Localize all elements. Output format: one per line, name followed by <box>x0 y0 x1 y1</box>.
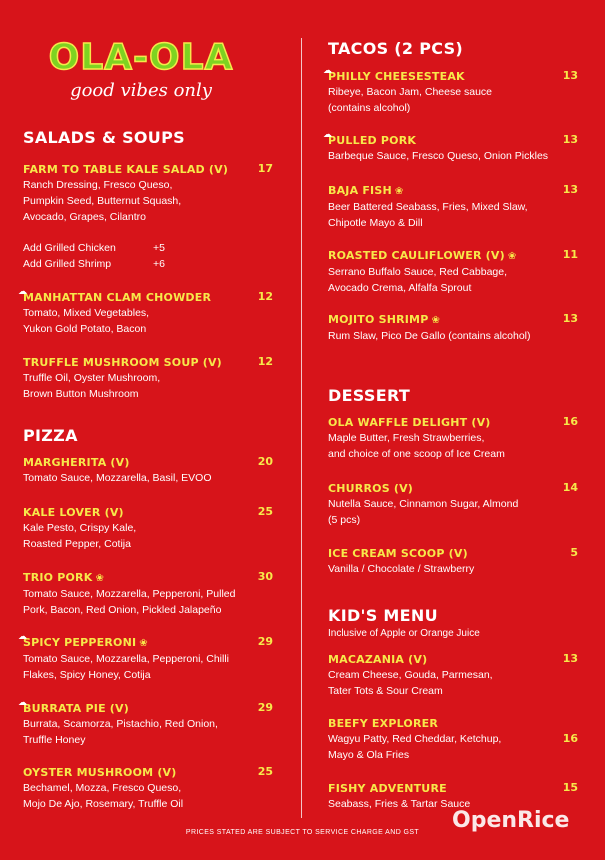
item-description: Tomato, Mixed Vegetables, Yukon Gold Potato, Bacon <box>23 307 150 335</box>
item-price: 13 <box>562 69 578 82</box>
chili-pepper-icon: ❀ <box>507 251 517 262</box>
item-price: 25 <box>257 765 273 778</box>
item-price: 29 <box>257 701 273 714</box>
section-heading-dessert: DESSERT <box>328 386 411 405</box>
item-description: Cream Cheese, Gouda, Parmesan, Tater Tots & Sour Cream <box>328 669 493 697</box>
item-name: MOJITO SHRIMP <box>328 313 429 326</box>
item-description: Tomato Sauce, Mozzarella, Pepperoni, Pulled Pork, Bacon, Red Onion, Pickled Jalapeño <box>23 588 236 616</box>
menu-item <box>323 129 578 164</box>
item-name: PHILLY CHEESESTEAK <box>328 70 465 83</box>
chef-hat-icon: ☁ <box>18 631 27 641</box>
item-name: MANHATTAN CLAM CHOWDER <box>23 291 212 304</box>
item-description: Wagyu Patty, Red Cheddar, Ketchup, Mayo & Ola Fries <box>328 733 502 761</box>
item-description: Kale Pesto, Crispy Kale, Roasted Pepper, Cotija <box>23 522 137 550</box>
item-description: Serrano Buffalo Sauce, Red Cabbage, Avocado Crema, Alfalfa Sprout <box>328 266 508 294</box>
menu-item <box>18 697 273 748</box>
menu-item <box>328 481 578 528</box>
menu-item <box>328 312 578 344</box>
menu-item <box>23 162 273 225</box>
footer-note: PRICES STATED ARE SUBJECT TO SERVICE CHARGE AND GST <box>185 829 420 836</box>
item-price: 5 <box>570 546 578 559</box>
menu-item <box>328 652 578 699</box>
item-name: FARM TO TABLE KALE SALAD (V) <box>23 163 229 176</box>
item-price: 16 <box>562 415 578 428</box>
section-heading-pizza: PIZZA <box>23 426 78 445</box>
chef-hat-icon: ☁ <box>323 65 332 75</box>
chef-hat-icon: ☁ <box>18 286 27 296</box>
addon-price: +6 <box>153 258 165 270</box>
addon-price: +5 <box>153 242 165 254</box>
item-name: KALE LOVER (V) <box>23 506 124 519</box>
item-name: MACAZANIA (V) <box>328 653 428 666</box>
item-description: Seabass, Fries & Tartar Sauce <box>328 798 471 810</box>
chef-hat-icon: ☁ <box>323 129 332 139</box>
item-name: BEEFY EXPLORER <box>328 717 439 730</box>
item-price: 14 <box>562 481 578 494</box>
chili-pepper-icon: ❀ <box>431 315 441 326</box>
item-description: Vanilla / Chocolate / Strawberry <box>328 563 475 575</box>
item-price: 16 <box>562 732 578 745</box>
column-divider <box>301 38 302 818</box>
addon-label: Add Grilled Chicken <box>23 242 116 254</box>
item-name: CHURROS (V) <box>328 482 414 495</box>
item-name: BURRATA PIE (V) <box>23 702 129 715</box>
section-heading-salads: SALADS & SOUPS <box>23 128 185 147</box>
item-name: SPICY PEPPERONI <box>23 636 137 649</box>
item-price: 25 <box>257 505 273 518</box>
item-name: TRIO PORK <box>23 571 93 584</box>
item-price: 11 <box>562 248 578 261</box>
item-description: Burrata, Scamorza, Pistachio, Red Onion, Truffle Honey <box>23 718 218 746</box>
brand-title: OLA-OLA <box>48 37 234 78</box>
item-name: ROASTED CAULIFLOWER (V) <box>328 249 505 262</box>
item-name: TRUFFLE MUSHROOM SOUP (V) <box>23 356 222 369</box>
item-price: 30 <box>257 570 273 583</box>
item-description: Beer Battered Seabass, Fries, Mixed Slaw, Chipotle Mayo & Dill <box>328 201 528 229</box>
item-price: 13 <box>562 312 578 325</box>
item-price: 20 <box>257 455 273 468</box>
item-price: 15 <box>562 781 578 794</box>
item-name: PULLED PORK <box>328 134 417 147</box>
item-description: Ribeye, Bacon Jam, Cheese sauce (contains alcohol) <box>328 86 493 114</box>
menu-item <box>23 355 273 402</box>
item-description: Rum Slaw, Pico De Gallo (contains alcohol) <box>328 330 531 342</box>
item-description: Barbeque Sauce, Fresco Queso, Onion Pickles <box>328 150 549 162</box>
menu-item <box>23 505 273 552</box>
menu-item <box>23 455 273 486</box>
menu-item <box>23 570 273 618</box>
addon-label: Add Grilled Shrimp <box>23 258 112 270</box>
chili-pepper-icon: ❀ <box>394 186 404 197</box>
watermark: OpenRice <box>452 808 570 833</box>
menu-item <box>18 286 273 337</box>
addon-row <box>23 256 183 272</box>
section-subheading-kids: Inclusive of Apple or Orange Juice <box>328 628 480 639</box>
menu-item <box>328 546 578 577</box>
item-name: FISHY ADVENTURE <box>328 782 447 795</box>
menu-item <box>328 716 578 763</box>
item-description: Ranch Dressing, Fresco Queso, Pumpkin Seed, Butternut Squash, Avocado, Grapes, Cilantro <box>23 179 182 223</box>
item-price: 13 <box>562 183 578 196</box>
menu-item <box>18 631 273 683</box>
item-name: OYSTER MUSHROOM (V) <box>23 766 177 779</box>
item-description: Truffle Oil, Oyster Mushroom, Brown Button Mushroom <box>23 372 161 400</box>
item-price: 13 <box>562 652 578 665</box>
item-name: BAJA FISH <box>328 184 392 197</box>
item-price: 29 <box>257 635 273 648</box>
item-description: Tomato Sauce, Mozzarella, Basil, EVOO <box>23 472 212 484</box>
menu-item <box>328 248 578 296</box>
menu-item <box>328 415 578 462</box>
item-description: Maple Butter, Fresh Strawberries, and choice of one scoop of Ice Cream <box>328 432 505 460</box>
item-name: MARGHERITA (V) <box>23 456 130 469</box>
brand-logo <box>22 38 260 101</box>
item-description: Bechamel, Mozza, Fresco Queso, Mojo De Ajo, Rosemary, Truffle Oil <box>23 782 184 810</box>
section-heading-kids: KID'S MENU <box>328 606 438 625</box>
chef-hat-icon: ☁ <box>18 697 27 707</box>
item-name: ICE CREAM SCOOP (V) <box>328 547 468 560</box>
chili-pepper-icon: ❀ <box>95 573 105 584</box>
item-price: 13 <box>562 133 578 146</box>
menu-item <box>23 765 273 812</box>
brand-tagline: good vibes only <box>70 80 212 101</box>
item-price: 12 <box>257 290 273 303</box>
menu-item <box>323 65 578 116</box>
item-price: 12 <box>257 355 273 368</box>
item-description: Nutella Sauce, Cinnamon Sugar, Almond (5 pcs) <box>328 498 519 526</box>
addon-row <box>23 240 183 256</box>
item-description: Tomato Sauce, Mozzarella, Pepperoni, Chilli Flakes, Spicy Honey, Cotija <box>23 653 230 681</box>
item-name: OLA WAFFLE DELIGHT (V) <box>328 416 491 429</box>
item-price: 17 <box>257 162 273 175</box>
section-heading-tacos: TACOS (2 PCS) <box>328 39 464 58</box>
chili-pepper-icon: ❀ <box>139 638 148 649</box>
menu-item <box>328 183 578 231</box>
